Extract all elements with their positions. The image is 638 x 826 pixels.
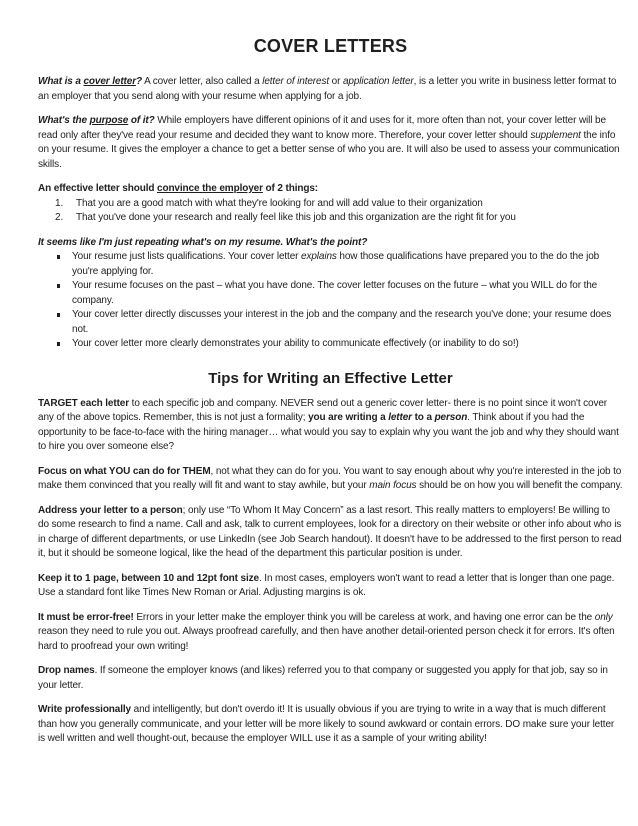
bold-italic-term: letter [388, 412, 412, 423]
list-item [38, 308, 623, 337]
paragraph-focus [38, 465, 623, 494]
text-run: A cover letter, also called a [141, 76, 263, 87]
text-run: That you've done your research and really feel like this job and this organization are the right fit for you [76, 212, 516, 223]
text-run: or [328, 76, 343, 87]
text-run: to each specific job and company. NEVER send out a generic cover letter- there is no point since it won't cover any of the above topics. Remember, this is not just a formality; [38, 397, 607, 423]
bold-italic-term: person [434, 412, 468, 423]
text-run: reason they need to rule you out. Always proofread carefully, and then have another detail-oriented person check it for errors. It's often hard to proofread your own writing! [38, 626, 615, 652]
list-item [38, 337, 623, 352]
text-run: That you are a good match with what they're looking for and will add value to their organization [76, 197, 483, 209]
text-run: , not what they can do for you. You want to say enough about why you're interested in the job to make them convinced that you really will fit and want to stay awhile, but your [38, 465, 622, 491]
bold-lead: It must be error-free! [38, 611, 134, 623]
text-run: Your cover letter directly discusses your interest in the job and the company and the research you've done; your resume does not. [72, 309, 612, 335]
bold-lead: Drop names [38, 665, 95, 676]
text-run: ; only use “To Whom It May Concern” as a last resort. This really matters to employers! Be willing to do some research to find a name. Call and ask, talk to current employees, look for a directory on their website or other info about who is in charge of different departments, or use LinkedIn (see Job Search handout). It doesn't have to be addressed to the first person to read it, but it should be someone logical, like the head of the department this particular position is under. [38, 504, 622, 559]
heading-effective-letter [38, 182, 623, 197]
paragraph-keep-one-page [38, 572, 623, 601]
bold-lead: Write professionally [38, 704, 131, 715]
bold-lead-end: ? [135, 76, 142, 87]
text-run: . In most cases, employers won't want to read a letter that is longer than one page. Use a standard font like Times New Roman or Arial. Adjusting margins is ok. [38, 572, 615, 598]
list-item [38, 197, 623, 212]
text-run: Errors in your letter make the employer think you will be careless at work, and having one error can be the [133, 611, 595, 623]
numbered-list-convince [38, 197, 623, 226]
text-run: and intelligently, but don't overdo it! It is usually obvious if you are trying to write in a way that is much different than how you generally communicate, and your letter will be more likely to sound awkward or contain errors. DO make sure your letter is well written and well thought-out, because the employer WILL use it as a sample of your writing ability! [38, 704, 615, 744]
bold-lead-end: of it? [128, 115, 155, 126]
list-item [38, 279, 623, 308]
text-run: the info on your resume. It gives the employer a chance to get a better sense of who you are. It will also be used to assess your communication skills. [38, 129, 620, 170]
text-run: how those qualifications have prepared you to the do the job you're applying for. [72, 251, 600, 277]
underlined-term: convince the employer [157, 183, 263, 194]
bold-lead: TARGET each letter [38, 397, 130, 409]
heading-repeating-resume: It seems like I'm just repeating what's on my resume. What's the point? [38, 236, 368, 248]
text-run: Your cover letter more clearly demonstrates your ability to communicate effectively (or inability to do so!) [72, 338, 519, 349]
bold-run: to a [411, 412, 435, 423]
list-item [38, 250, 623, 279]
bold-lead: Focus on what YOU can do for THEM [38, 465, 211, 477]
bold-lead: Keep it to 1 page, between 10 and 12pt font size [38, 572, 259, 584]
text-run: Your resume focuses on the past – what you have done. The cover letter focuses on the future – what you WILL do for the company. [72, 280, 598, 306]
italic-term: only [594, 611, 613, 623]
text-run: , is a letter you write in business letter format to an employer that you send along with your resume when applying for a job. [38, 76, 617, 102]
bold-tail: of 2 things: [262, 183, 318, 194]
list-item [38, 211, 623, 226]
italic-term: supplement [530, 129, 581, 141]
underlined-term: cover letter [83, 76, 136, 87]
paragraph-error-free [38, 611, 623, 655]
paragraph-target [38, 397, 623, 455]
bold-lead: What's the [38, 115, 90, 126]
bold-lead: What is a [38, 76, 84, 87]
paragraph-purpose [38, 114, 623, 172]
italic-term: explains [301, 251, 337, 262]
paragraph-address [38, 504, 623, 562]
text-run: . If someone the employer knows (and likes) referred you to that company or suggested you apply for that job, say so in your letter. [38, 665, 608, 691]
italic-term: application letter [342, 76, 414, 87]
italic-term: main focus [369, 480, 417, 491]
text-run: Your resume just lists qualifications. Your cover letter [72, 251, 302, 262]
bullet-list-resume-vs-cover-letter [38, 250, 623, 352]
text-run: While employers have different opinions of it and uses for it, more often than not, your cover letter will be read only after they've read your resume and decided they want to know more. Therefore, your cover letter should [38, 115, 606, 141]
text-run: should be on how you will benefit the company. [416, 480, 623, 491]
paragraph-what-is-cover-letter [38, 75, 623, 104]
bold-run: you are writing a [308, 412, 389, 423]
paragraph-write-professionally [38, 703, 623, 747]
document-title: COVER LETTERS [253, 36, 408, 56]
paragraph-drop-names [38, 664, 623, 693]
section-title-tips: Tips for Writing an Effective Letter [208, 369, 453, 387]
bold-lead: An effective letter should [38, 183, 158, 194]
italic-term: letter of interest [262, 76, 329, 87]
bold-lead: Address your letter to a person [38, 504, 183, 516]
underlined-term: purpose [89, 115, 129, 126]
text-run: . Think about if you had the opportunity to be face-to-face with the hiring manager… what would you say to explain why you want the job and why they should want to hire you over someone else? [38, 412, 619, 452]
